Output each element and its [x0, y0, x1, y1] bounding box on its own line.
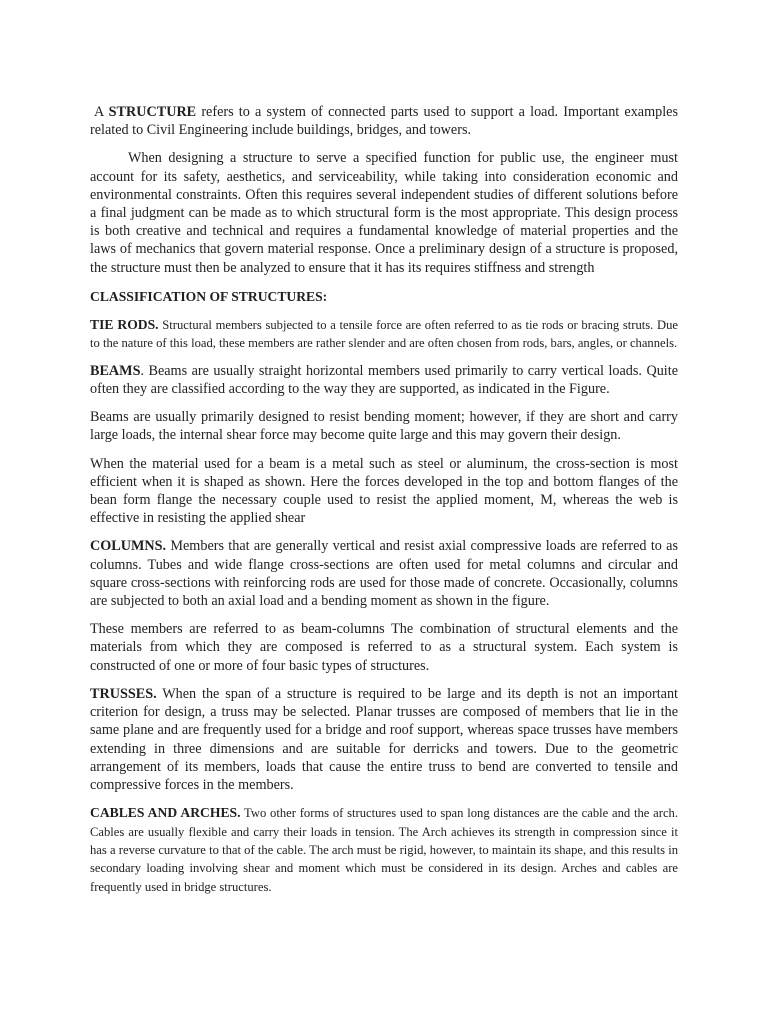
cables-arches-term: CABLES AND ARCHES. — [90, 805, 241, 821]
columns-text: Members that are generally vertical and resist axial compressive loads are referred to as columns. Tubes and wide flange cross-sections are often used for metal columns and circular and square cross-sections with reinforcing rods are used for those made of concrete. Occasionally, columns are subjected to both an axial load and a bending moment as shown in the figure. — [90, 538, 678, 610]
columns-term: COLUMNS. — [90, 538, 167, 555]
classification-heading — [90, 288, 678, 306]
tie-rods-text: Structural members subjected to a tensile force are often referred to as tie rods or bracing struts. Due to the nature of this load, these members are rather slender and are often chosen from rods, bars, angles, or channels. — [90, 318, 678, 351]
beams-material-paragraph: When the material used for a beam is a metal such as steel or aluminum, the cross-section is most efficient when it is shaped as shown. Here the forces developed in the top and bottom flanges of the bean form flange the necessary couple used to resist the applied moment, M, whereas the web is effective in resisting the applied shear — [90, 455, 678, 527]
trusses-term: TRUSSES. — [90, 685, 157, 702]
cables-arches-paragraph — [90, 804, 678, 896]
tie-rods-paragraph — [90, 316, 678, 353]
beams-paragraph — [90, 362, 678, 398]
design-paragraph: When designing a structure to serve a specified function for public use, the engineer must account for its safety, aesthetics, and serviceability, while taking into consideration economic and environmental constraints. Often this requires several independent studies of different solutions before a final judgment can be made as to which structural form is the most appropriate. This design process is both creative and technical and requires a fundamental knowledge of material properties and the laws of mechanics that govern material response. Once a preliminary design of a structure is proposed, the structure must then be analyzed to ensure that it has its requires stiffness and strength — [90, 150, 678, 276]
trusses-paragraph — [90, 685, 678, 794]
document-page — [90, 103, 678, 896]
beams-text: . Beams are usually straight horizontal members used primarily to carry vertical loads. Quite often they are classified according to the way they are supported, as indicated in the Figure. — [90, 362, 678, 398]
trusses-text: When the span of a structure is required to be large and its depth is not an important criterion for design, a truss may be selected. Planar trusses are composed of members that lie in the same plane and are frequently used for a bridge and roof support, whereas space trusses have members extending in three dimensions and are suitable for derricks and towers. Due to the geometric arrangement of its members, loads that cause the entire truss to bend are converted to tensile and compressive forces in the members. — [90, 685, 678, 793]
columns-paragraph — [90, 537, 678, 610]
structure-term: STRUCTURE — [108, 104, 197, 120]
intro-prefix: A — [94, 104, 109, 120]
beams-design-paragraph: Beams are usually primarily designed to resist bending moment; however, if they are short and carry large loads, the internal shear force may become quite large and this may govern their design. — [90, 409, 678, 444]
cables-arches-text: Two other forms of structures used to span long distances are the cable and the arch. Cables are usually flexible and carry their loads in tension. The Arch achieves its strength in compression since it has a reverse curvature to that of the cable. The arch must be rigid, however, to maintain its shape, and this results in secondary loading involving shear and moment which must be considered in its design. Arches and cables are frequently used in bridge structures. — [90, 806, 678, 894]
beams-term: BEAMS — [90, 362, 141, 379]
intro-text: refers to a system of connected parts used to support a load. Important examples related to Civil Engineering include buildings, bridges, and towers. — [90, 104, 678, 139]
tie-rods-term: TIE RODS. — [90, 317, 159, 333]
beam-columns-paragraph: These members are referred to as beam-columns The combination of structural elements and the materials from which they are composed is referred to as a structural system. Each system is constructed of one or more of four basic types of structures. — [90, 621, 678, 674]
intro-paragraph — [90, 103, 678, 139]
classification-heading-text: CLASSIFICATION OF STRUCTURES: — [90, 288, 328, 304]
